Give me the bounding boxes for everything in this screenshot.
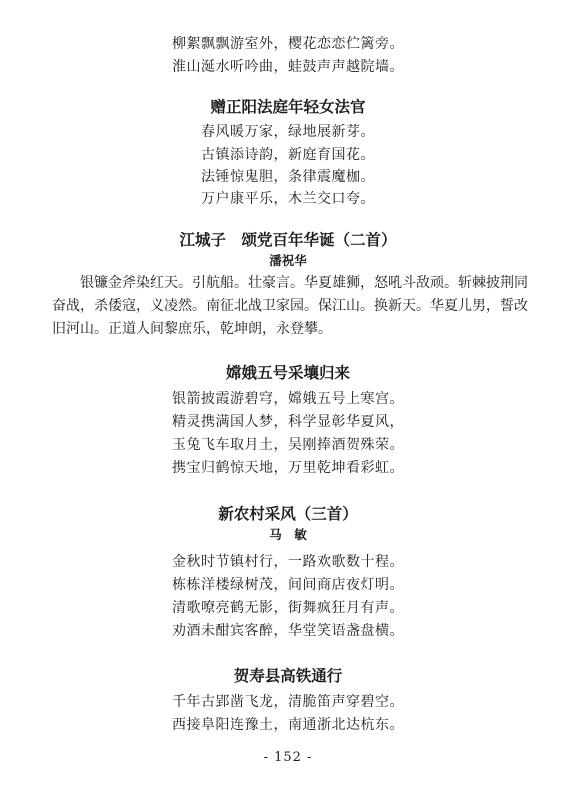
poem-line: 银箭披霞游碧穹，嫦娥五号上寒宫。 xyxy=(172,391,404,407)
poem-line: 携宝归鹤惊天地，万里乾坤看彩虹。 xyxy=(172,460,404,476)
poem-line: 精灵携满国人梦，科学显彰华夏风， xyxy=(172,414,404,430)
poem-author: 潘祝华 xyxy=(269,253,307,268)
poem-line: 西接阜阳连豫土，南通浙北达杭东。 xyxy=(172,717,404,733)
poem-line: 淮山涎水听吟曲，蛙鼓声声越院墙。 xyxy=(172,59,404,75)
poem-line: 千年古郢凿飞龙，清脆笛声穿碧空。 xyxy=(172,694,404,710)
poem-line: 古镇添诗韵，新庭育国花。 xyxy=(201,147,375,163)
poem-line: 法锤惊鬼胆，条律震魔枷。 xyxy=(201,169,375,185)
poem-title: 贺寿县高铁通行 xyxy=(233,667,343,685)
poem-title: 新农村采风（三首） xyxy=(218,505,358,523)
poem-line: 柳絮飘飘游室外，樱花恋恋伫篱旁。 xyxy=(172,36,404,52)
poem-line: 金秋时节镇村行，一路欢歌数十程。 xyxy=(172,554,404,570)
poem-line: 栋栋洋楼绿树茂，间间商店夜灯明。 xyxy=(172,577,404,593)
poem-line: 春风暖万家，绿地展新芽。 xyxy=(201,124,375,140)
poem-author: 马 敏 xyxy=(269,527,307,542)
poem-title: 赠正阳法庭年轻女法官 xyxy=(210,98,366,116)
poem-title: 江城子 颂党百年华诞（二首） xyxy=(179,231,397,249)
poem-line: 玉兔飞车取月土，吴刚捧酒贺殊荣。 xyxy=(172,437,404,453)
poem-title: 嫦娥五号采壤归来 xyxy=(225,364,350,382)
page-number: - 152 - xyxy=(263,750,313,765)
poem-line: 劝酒未酣宾客醉，华堂笑语盏盘横。 xyxy=(172,623,404,639)
poem-line: 万户康平乐，木兰交口夸。 xyxy=(201,191,375,207)
poem-line: 清歌嘹亮鹤无影，街舞疯狂月有声。 xyxy=(172,600,404,616)
poem-prose: 银镰金斧染红天。引航船。壮豪言。华夏雄狮，怒吼斗敌顽。斩棘披荆同奋战，杀倭寇，义凌然。南征北战卫家园。保江山。换新天。华夏儿男，誓改旧河山。正道人间黎庶乐，乾坤朗，永登攀。 xyxy=(52,275,528,337)
